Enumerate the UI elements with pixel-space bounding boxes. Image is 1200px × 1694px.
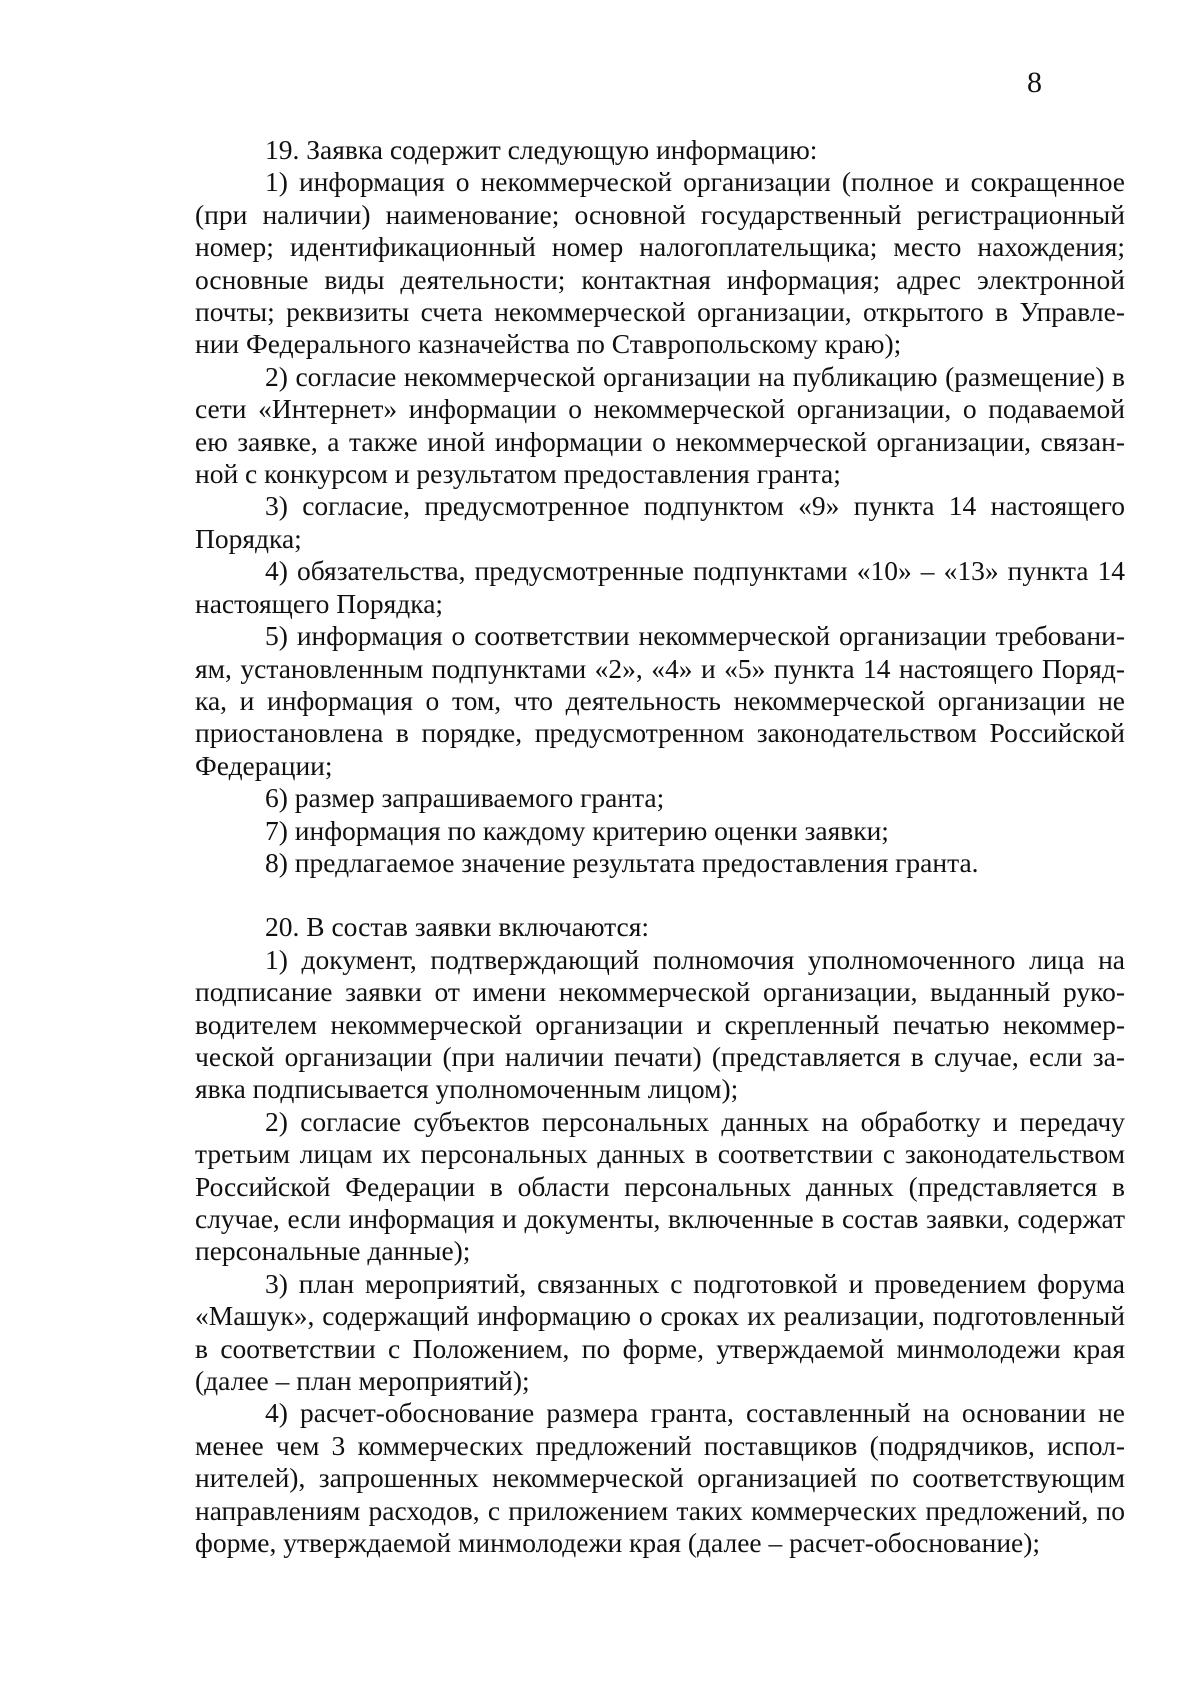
section-19-item-8: 8) предлагаемое значение результата предоставления гранта. bbox=[265, 846, 979, 878]
section-19-item-3: 3) согласие, предусмотренное подпунктом «9» пункта 14 настоящего Порядка; bbox=[195, 490, 1125, 554]
section-19-item-5: 5) информация о соответствии некоммерческой организации требованиям, установленным подпунктами «2», «4» и «5» пункта 14 настоящего Порядка, и информация о том, что деятельность некоммерческой организации не приостановлена в порядке, предусмотренном законодательством Российской Федерации; bbox=[195, 620, 1125, 781]
section-19-item-1: 1) информация о некоммерческой организации (полное и сокращенное (при наличии) наименование; основной государственный регистрационный номер; идентификационный номер налогоплательщика; место нахождения; основные виды деятельности; контактная информация; адрес электронной почты; реквизиты счета некоммерческой организации, открытого в Управлении Федерального казначейства по Ставропольскому краю); bbox=[195, 166, 1125, 360]
document-body bbox=[195, 134, 1125, 1559]
section-19-item-6: 6) размер запрашиваемого гранта; bbox=[265, 782, 665, 814]
section-19-item-7: 7) информация по каждому критерию оценки заявки; bbox=[265, 814, 889, 846]
section-19-item-4: 4) обязательства, предусмотренные подпунктами «10» – «13» пункта 14 настоящего Порядка; bbox=[195, 555, 1125, 619]
section-spacer bbox=[195, 879, 1125, 911]
section-20-item-2: 2) согласие субъектов персональных данных на обработку и передачу третьим лицам их персональных данных в соответствии с законодательством Российской Федерации в области персональных данных (представляется в случае, если информация и документы, включенные в состав заявки, содержат персональные данные); bbox=[195, 1105, 1125, 1267]
section-20-heading: 20. В состав заявки включаются: bbox=[265, 911, 650, 943]
section-19-item-2: 2) согласие некоммерческой организации на публикацию (размещение) в сети «Интернет» информации о некоммерческой организации, о подаваемой ею заявке, а также иной информации о некоммерческой организации, связанной с конкурсом и результатом предоставления гранта; bbox=[195, 360, 1125, 490]
page-number: 8 bbox=[1027, 66, 1042, 99]
section-20-item-1: 1) документ, подтверждающий полномочия уполномоченного лица на подписание заявки от имени некоммерческой организации, выданный руководителем некоммерческой организации и скрепленный печатью некоммерческой организации (при наличии печати) (представляется в случае, если заявка подписывается уполномоченным лицом); bbox=[195, 943, 1125, 1105]
section-19-heading: 19. Заявка содержит следующую информацию: bbox=[265, 134, 818, 165]
section-20-item-3: 3) план мероприятий, связанных с подготовкой и проведением форума «Машук», содержащий информацию о сроках их реализации, подготовленный в соответствии с Положением, по форме, утверждаемой минмолодежи края (далее – план мероприятий); bbox=[195, 1267, 1125, 1397]
section-20-item-4: 4) расчет-обоснование размера гранта, составленный на основании не менее чем 3 коммерческих предложений поставщиков (подрядчиков, исполнителей), запрошенных некоммерческой организацией по соответствующим направлениям расходов, с приложением таких коммерческих предложений, по форме, утверждаемой минмолодежи края (далее – расчет-обоснование); bbox=[195, 1397, 1125, 1559]
